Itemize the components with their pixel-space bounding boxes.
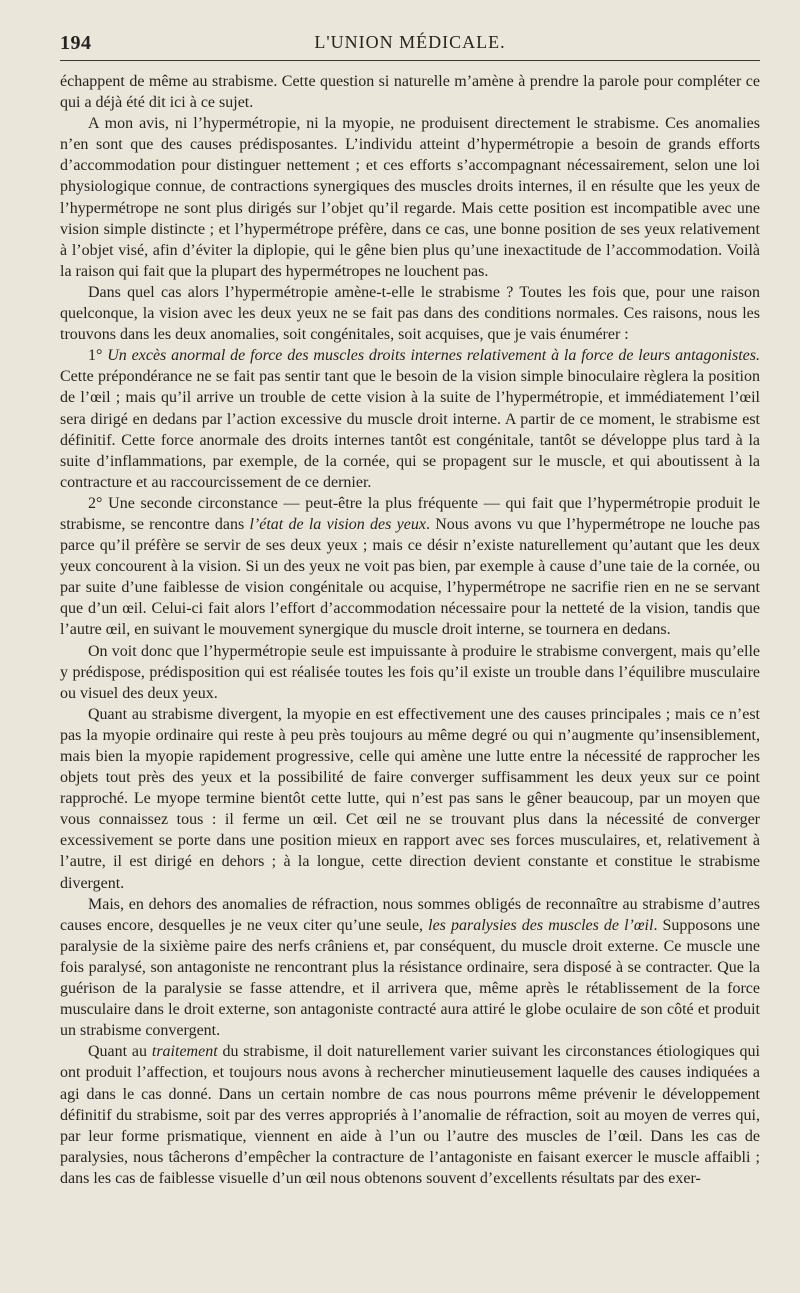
paragraph-5 [60, 493, 760, 641]
text-run: Quant au strabisme divergent, la myopie en est effectivement une des causes principales ; mais ce n’est pas la myopie ordinaire qui reste à peu près toujours au même degré ou qui n’augmente qu’insensiblement, mais bien la myopie rapidement progressive, celle qui amène une lutte entre la nécessité de rapprocher les objets tout près des yeux et la possibilité de faire converger suffisamment les deux yeux sur ce point rapproché. Le myope termine bientôt cette lutte, qui n’est pas sans le gêner beaucoup, par un moyen que vous connaissez tous : il ferme un œil. Cet œil ne se trouvant plus dans la nécessité de converger excessivement se porte dans une position mieux en rapport avec ses forces musculaires, et, relativement à l’autre, il est dirigé en dehors ; à la longue, cette direction devient constante et constitue le strabisme divergent. [60, 705, 760, 892]
paragraph-2 [60, 113, 760, 282]
journal-title: L'UNION MÉDICALE. [314, 32, 506, 52]
text-run: échappent de même au strabisme. Cette question si naturelle m’amène à prendre la parole pour compléter ce qui a déjà été dit ici à ce sujet. [60, 73, 760, 112]
text-run: A mon avis, ni l’hypermétropie, ni la myopie, ne produisent directement le strabisme. Ces anomalies n’en sont que des causes prédisposantes. L’individu atteint d’hypermétropie a besoin de grands efforts d’accommodation pour distinguer nettement ; et ces efforts s’accompagnant nécessairement, selon une loi physiologique connue, de contractions synergiques des muscles droits internes, il en résulte que les yeux de l’hypermétrope ne sont plus dirigés sur l’objet qu’il regarde. Mais cette position est incompatible avec une vision simple distincte ; et l’hypermétrope préfère, dans ce cas, une bonne position de ses yeux relativement à l’objet visé, afin d’éviter la diplopie, qui le gêne bien plus qu’une inexactitude de l’accommodation. Voilà la raison qui fait que la plupart des hypermétropes ne louchent pas. [60, 115, 760, 280]
text-run: . Supposons une paralysie de la sixième paire des nerfs crâniens et, par conséquent, du muscle droit externe. Ce muscle une fois paralysé, son antagoniste ne rencontrant plus la résistance ordinaire, sera disposé à se contracter. Que la guérison de la paralysie se fasse attendre, et il arrivera que, même après le rétablissement de la force musculaire dans le droit externe, son antagoniste contracté aura attiré le globe oculaire de son côté et produit un strabisme convergent. [60, 916, 761, 1040]
text-run: Mais, en dehors des anomalies de réfraction, nous sommes obligés de reconnaître au strabisme d’autres causes encore, desquelles je ne veux citer qu’une seule, [60, 895, 760, 934]
text-run: du strabisme, il doit naturellement varier suivant les circonstances étiologiques qui ont produit l’affection, et toujours nous avons à rechercher minutieusement laquelle des causes indiquées a agi dans le cas donné. Dans un certain nombre de cas nous pourrons même prévenir le développement définitif du strabisme, soit par des verres appropriés à l’anomalie de réfraction, soit au moyen de verres qui, par leur forme prismatique, viennent en aide à l’un ou l’autre des muscles de l’œil. Dans les cas de paralysies, nous tâcherons d’empêcher la contracture de l’antagoniste en faisant exercer le muscle affaibli ; dans les cas de faiblesse visuelle d’un œil nous obtenons souvent d’excellents résultats par des exer- [60, 1043, 760, 1187]
paragraph-1 [60, 71, 760, 113]
text-run: Cette prépondérance ne se fait pas sentir tant que le besoin de la vision simple binoculaire règlera la position de l’œil ; mais qu’il arrive un trouble de cette vision à la suite de l’hypermétropie, et immédiatement l’œil sera dirigé en dedans par l’action excessive du muscle droit interne. A partir de ce moment, le strabisme est définitif. Cette force anormale des droits internes tantôt est congénitale, tantôt se développe plus tard à la suite d’inflammations, par exemple, de la cornée, qui se propagent sur le muscle, et qui aboutissent à la contracture et au raccourcissement de ce dernier. [60, 368, 760, 491]
paragraph-7 [60, 704, 760, 894]
page-header [60, 30, 760, 61]
text-run: 2° Une seconde circonstance — peut-être la plus fréquente — qui fait que l’hypermétropie produit le strabisme, se rencontre dans [60, 494, 760, 533]
italic-text: traitement [151, 1043, 218, 1061]
article-body [60, 71, 760, 1189]
paragraph-6 [60, 641, 760, 704]
paragraph-8 [60, 894, 760, 1042]
page-number: 194 [60, 32, 92, 54]
italic-text: les paralysies des muscles de l’œil [428, 916, 654, 934]
text-run: Quant au [88, 1043, 152, 1061]
paragraph-9 [60, 1041, 760, 1189]
italic-text: l’état de la vision des yeux [249, 515, 426, 533]
paragraph-3 [60, 282, 760, 345]
text-run: . Nous avons vu que l’hypermétrope ne louche pas parce qu’il préfère se servir de ses deux yeux ; mais ce désir n’existe naturellement qu’autant que les deux yeux concourent à la vision. Si un des yeux ne voit pas bien, par exemple à cause d’une taie de la cornée, ou par suite d’une faiblesse de vision congénitale ou acquise, l’hypermétrope ne sacrifie rien en ne se servant que d’un œil. Celui-ci fait alors l’effort d’accommodation nécessaire pour la netteté de la vision, tandis que l’autre œil, en suivant le mouvement synergique du muscle droit interne, se tournera en dedans. [60, 515, 760, 639]
italic-text: Un excès anormal de force des muscles droits internes relativement à la force de leurs antagonistes. [107, 347, 761, 365]
paragraph-4 [60, 345, 760, 493]
text-run: Dans quel cas alors l’hypermétropie amène-t-elle le strabisme ? Toutes les fois que, pour une raison quelconque, la vision avec les deux yeux ne se fait pas dans des conditions normales. Ces raisons, nous les trouvons dans les deux anomalies, soit congénitales, soit acquises, que je vais énumérer : [60, 283, 760, 344]
text-run: 1° [88, 347, 108, 365]
text-run: On voit donc que l’hypermétropie seule est impuissante à produire le strabisme convergent, mais qu’elle y prédispose, prédisposition qui est réalisée toutes les fois qu’il existe un trouble dans l’équilibre musculaire ou visuel des deux yeux. [60, 642, 760, 702]
